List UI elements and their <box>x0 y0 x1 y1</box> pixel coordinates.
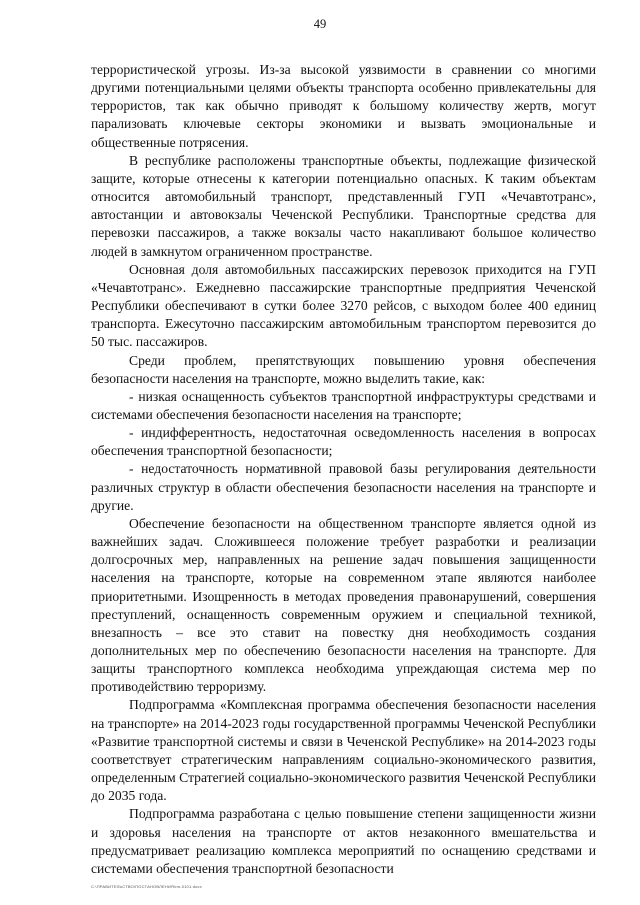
paragraph-passenger-transport: Основная доля автомобильных пассажирских перевозок приходится на ГУП «Чечавтотранс». Ежедневно пассажирские транспортные предприятия Чеченской Республики обеспечивают в сутки более 3270 рейсов, с выходом более 400 единиц транспорта. Ежесуточно пассажирским автомобильным транспортом перевозится до 50 тыс. пассажиров. <box>91 261 596 350</box>
paragraph-continuation: террористической угрозы. Из-за высокой уязвимости в сравнении со многими другими потенциальными целями объекты транспорта особенно привлекательны для террористов, так как обычно приводят к большому количеству жертв, могут парализовать ключевые секторы экономики и вызвать эмоциональные и общественные потрясения. <box>91 62 596 150</box>
paragraph-problems-intro: Среди проблем, препятствующих повышению уровня обеспечения безопасности населения на транспорте, можно выделить такие, как: <box>91 352 596 386</box>
paragraph-public-transport-safety: Обеспечение безопасности на общественном транспорте является одной из важнейших задач. Сложившееся положение требует разработки и реализации долгосрочных мер, направленных на решение задач повышения защищенности населения на транспорте, которые на современном этапе являются наиболее приоритетными. Изощренность в методах проведения правонарушений, совершения преступлений, оснащенность современным оружием и специальной техникой, внезапность – все это ставит на повестку дня необходимость создания дополнительных мер по обеспечению безопасности населения на транспорте. Для защиты транспортного комплекса необходима упреждающая система мер по противодействию терроризму. <box>91 515 596 695</box>
footer-file-path: С:\ПРАВИТЕЛЬСТВО\ПОСТАНОВЛЕНИЯ\пп-0101.docx <box>91 884 202 889</box>
paragraph-transport-objects: В республике расположены транспортные объекты, подлежащие физической защите, которые отнесены к категории потенциально опасных. К таким объектам относится автомобильный транспорт, представленный ГУП «Чечавтотранс», автостанции и автовокзалы Чеченской Республики. Транспортные средства для перевозки пассажиров, а также вокзалы часто накапливают большое количество людей в замкнутом ограниченном пространстве. <box>91 152 596 259</box>
page-number: 49 <box>313 17 327 31</box>
paragraph-subprogram-compliance: Подпрограмма «Комплексная программа обеспечения безопасности населения на транспорте» на 2014-2023 годы государственной программы Чеченской Республики «Развитие транспортной системы и связи в Чеченской Республике» на 2014-2023 годы соответствует стратегическим направлениям социально-экономического развития, определенным Стратегией социально-экономического развития Чеченской Республики до 2035 года. <box>91 697 596 804</box>
list-item-legal-base: - недостаточность нормативной правовой базы регулирования деятельности различных структур в области обеспечения безопасности населения на транспорте и другие. <box>91 461 596 513</box>
paragraph-subprogram-goal: Подпрограмма разработана с целью повышение степени защищенности жизни и здоровья населения на транспорте от актов незаконного вмешательства и предусматривает реализацию комплекса мероприятий по оснащению средствами и системами обеспечения транспортной безопасности <box>91 806 596 876</box>
list-item-equipment: - низкая оснащенность субъектов транспортной инфраструктуры средствами и системами обеспечения безопасности населения на транспорте; <box>91 388 596 422</box>
body-text <box>91 61 596 878</box>
list-item-awareness: - индифферентность, недостаточная осведомленность населения в вопросах обеспечения транспортной безопасности; <box>91 425 596 459</box>
